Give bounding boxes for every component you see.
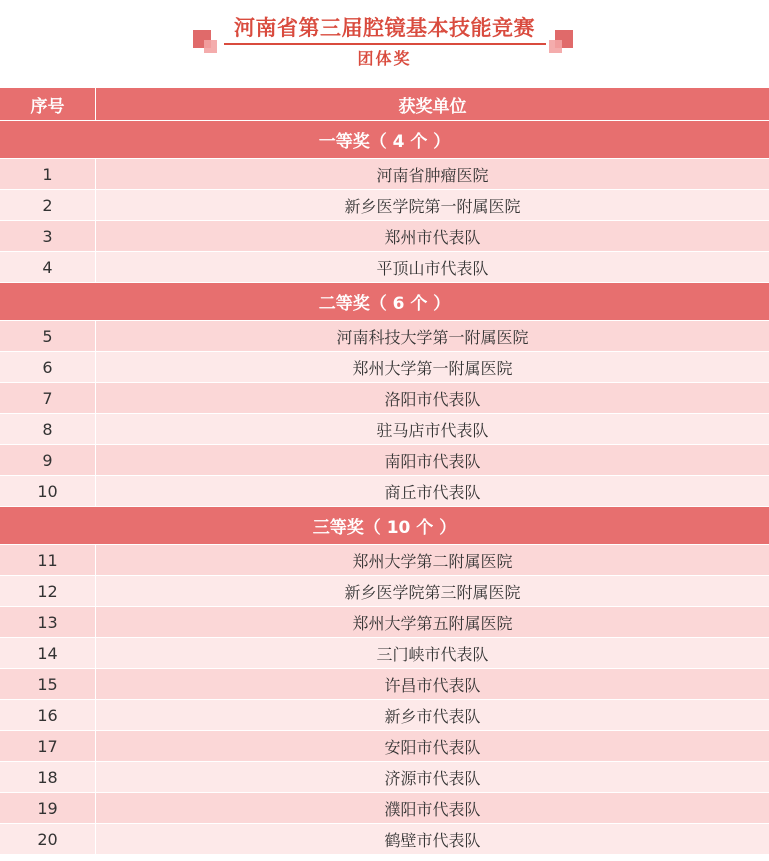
row-index: 9 [0,445,96,475]
row-unit: 新乡医学院第一附属医院 [344,196,521,216]
row-index: 4 [0,252,96,282]
row-index: 18 [0,762,96,792]
row-unit: 驻马店市代表队 [376,420,489,440]
table-row [0,159,769,190]
table-row [0,445,769,476]
table-row [0,545,769,576]
table-row [0,476,769,507]
section-label: 二等奖（ 6 个 ） [318,294,451,314]
column-header-index: 序号 [0,88,96,120]
award-table [0,88,769,855]
table-row [0,731,769,762]
column-header-unit: 获奖单位 [398,96,467,117]
row-unit: 郑州大学第二附属医院 [352,551,513,571]
row-index: 14 [0,638,96,668]
row-unit: 新乡市代表队 [384,706,481,726]
table-row [0,824,769,855]
table-row [0,221,769,252]
row-index: 12 [0,576,96,606]
row-unit: 平顶山市代表队 [376,258,489,278]
section-header-row [0,283,769,321]
row-index: 15 [0,669,96,699]
row-unit: 洛阳市代表队 [384,389,481,409]
row-index: 2 [0,190,96,220]
table-row [0,669,769,700]
row-unit: 河南省肿瘤医院 [376,165,489,185]
table-row [0,576,769,607]
table-row [0,321,769,352]
row-index: 11 [0,545,96,575]
section-header-row [0,507,769,545]
document-header [0,0,769,90]
row-index: 19 [0,793,96,823]
row-unit: 南阳市代表队 [384,451,481,471]
row-index: 6 [0,352,96,382]
row-unit: 郑州大学第五附属医院 [352,613,513,633]
table-row [0,383,769,414]
table-row [0,762,769,793]
row-unit: 济源市代表队 [384,768,481,788]
table-row [0,607,769,638]
row-index: 13 [0,607,96,637]
row-index: 16 [0,700,96,730]
table-row [0,190,769,221]
section-label: 三等奖（ 10 个 ） [312,518,457,538]
table-row [0,352,769,383]
row-unit: 郑州市代表队 [384,227,481,247]
row-index: 17 [0,731,96,761]
table-row [0,252,769,283]
table-row [0,700,769,731]
table-row [0,414,769,445]
table-row [0,638,769,669]
page-subtitle: 团体奖 [357,49,412,68]
row-unit: 鹤壁市代表队 [384,830,481,850]
section-header-row [0,121,769,159]
row-unit: 安阳市代表队 [384,737,481,757]
table-header-row [0,88,769,121]
row-unit: 新乡医学院第三附属医院 [344,582,521,602]
row-index: 1 [0,159,96,189]
section-label: 一等奖（ 4 个 ） [318,132,451,152]
row-index: 10 [0,476,96,506]
row-unit: 河南科技大学第一附属医院 [336,327,529,347]
row-unit: 郑州大学第一附属医院 [352,358,513,378]
row-index: 7 [0,383,96,413]
page-title: 河南省第三届腔镜基本技能竞赛 [234,16,535,40]
row-unit: 许昌市代表队 [384,675,481,695]
row-unit: 三门峡市代表队 [376,644,489,664]
row-index: 3 [0,221,96,251]
row-unit: 商丘市代表队 [384,482,481,502]
row-index: 8 [0,414,96,444]
row-unit: 濮阳市代表队 [384,799,481,819]
title-divider [224,43,546,45]
table-body [0,121,769,855]
row-index: 20 [0,824,96,854]
row-index: 5 [0,321,96,351]
table-row [0,793,769,824]
